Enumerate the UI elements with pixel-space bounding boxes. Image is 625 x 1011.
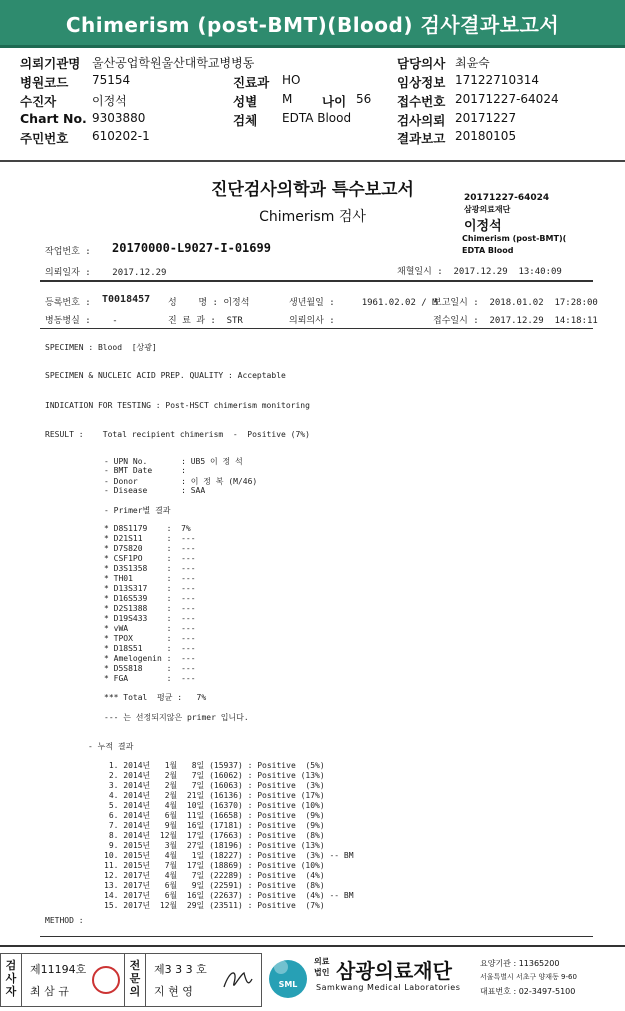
primer-row: * CSF1PO : ---	[104, 554, 196, 563]
reg-no: T0018457	[102, 294, 151, 305]
org-english-name: Samkwang Medical Laboratories	[316, 983, 461, 992]
info-label: 담당의사	[397, 56, 446, 71]
primer-row: * vWA : ---	[104, 624, 196, 633]
info-value: 20171227	[455, 111, 517, 125]
scanned-report	[0, 163, 625, 943]
cumulative-row: 5. 2014년 4월 10일 (16370) : Positive (10%)	[104, 801, 325, 810]
stamp-line: 이정석	[464, 219, 502, 234]
primer-row: * D18S51 : ---	[104, 644, 196, 653]
primer-row: * D3S1358 : ---	[104, 564, 196, 573]
report-heading: 진단검사의학과 특수보고서	[211, 180, 414, 200]
cumulative-row: 10. 2015년 4월 1일 (18227) : Positive (3%) -- BM	[104, 851, 354, 860]
primer-row: * D13S317 : ---	[104, 584, 196, 593]
info-value: 75154	[92, 73, 131, 87]
cumulative-row: 13. 2017년 6월 9일 (22591) : Positive (8%)	[104, 881, 325, 890]
signature-footer	[0, 945, 625, 1011]
detail-item: - BMT Date :	[104, 466, 186, 475]
ward: 병동병실 : -	[45, 316, 118, 326]
collection-time: 채혈일시 : 2017.12.29 13:40:09	[397, 267, 562, 277]
quality-line: SPECIMEN & NUCLEIC ACID PREP. QUALITY : Acceptable	[45, 371, 286, 380]
patient-name: 성 명 : 이정석	[168, 298, 250, 308]
detail-item: - Donor : 이 정 복 (M/46)	[104, 477, 258, 486]
reg-no-label: 등록번호 :	[45, 298, 91, 308]
contact-line: 요양기관 : 11365200	[480, 959, 560, 968]
contact-line: 대표번호 : 02-3497-5100	[480, 987, 576, 996]
cumulative-row: 7. 2014년 9월 16일 (17181) : Positive (9%)	[104, 821, 325, 830]
method-line: METHOD :	[45, 916, 84, 925]
primer-row: * TPOX : ---	[104, 634, 196, 643]
report-header	[0, 0, 625, 48]
detail-item: - UPN No. : UB5 이 정 석	[104, 457, 243, 466]
examiner-label: 검사자	[5, 959, 17, 998]
stamp-line: Chimerism (post-BMT)(	[462, 234, 567, 243]
contact-line: 서울특별시 서초구 양재동 9-60	[480, 973, 577, 981]
org-name: 삼광의료재단	[336, 959, 452, 983]
info-value: 56	[356, 92, 372, 106]
specimen-line: SPECIMEN : Blood [상광]	[45, 343, 157, 352]
info-label: Chart No.	[20, 111, 87, 126]
work-no: 20170000-L9027-I-01699	[112, 241, 271, 255]
info-value: 최윤숙	[455, 56, 490, 70]
info-value: 울산공업학원울산대학교병병동	[92, 56, 255, 70]
work-no-label: 작업번호 :	[45, 247, 91, 257]
specialist-name: 지 현 영	[154, 985, 193, 998]
cumulative-row: 11. 2015년 7월 17일 (18869) : Positive (10%)	[104, 861, 325, 870]
info-value: 20180105	[455, 129, 517, 143]
info-label: 진료과	[233, 75, 270, 90]
primer-row: * D16S539 : ---	[104, 594, 196, 603]
cumulative-row: 9. 2015년 3월 27일 (18196) : Positive (13%)	[104, 841, 325, 850]
info-value: HO	[282, 73, 301, 87]
cumulative-row: 8. 2014년 12월 17일 (17663) : Positive (8%)	[104, 831, 325, 840]
sml-logo-text: SML	[278, 980, 298, 989]
info-label: 검체	[233, 113, 258, 128]
info-value: 9303880	[92, 111, 146, 125]
primer-row: * D8S1179 : 7%	[104, 524, 191, 533]
cumulative-row: 12. 2017년 4월 7일 (22289) : Positive (4%)	[104, 871, 325, 880]
info-label: 주민번호	[20, 131, 69, 146]
info-label: 수진자	[20, 94, 57, 109]
info-value: EDTA Blood	[282, 111, 352, 125]
divider	[0, 160, 625, 162]
info-label: 의뢰기관명	[20, 56, 81, 71]
info-label: 결과보고	[397, 131, 446, 146]
requesting-doctor: 의뢰의사 :	[289, 316, 335, 326]
cumulative-row: 1. 2014년 1월 8일 (15937) : Positive (5%)	[104, 761, 325, 770]
info-label: 임상정보	[397, 75, 446, 90]
report-title: Chimerism (post-BMT)(Blood) 검사결과보고서	[65, 13, 560, 37]
detail-item: - Disease : SAA	[104, 486, 206, 495]
examiner-id: 제11194호	[30, 963, 87, 976]
examiner-name: 최 삼 규	[30, 985, 69, 998]
info-label: 검사의뢰	[397, 113, 446, 128]
patient-info	[0, 48, 625, 160]
info-label: 병원코드	[20, 75, 69, 90]
primer-row: * TH01 : ---	[104, 574, 196, 583]
specialist-label: 전문의	[129, 959, 141, 998]
primer-row: * D2S1388 : ---	[104, 604, 196, 613]
sml-logo-icon	[268, 953, 308, 1005]
specialist-id: 제3 3 3 호	[154, 963, 207, 976]
indication-line: INDICATION FOR TESTING : Post-HSCT chimerism monitoring	[45, 401, 310, 410]
primer-row: * D19S433 : ---	[104, 614, 196, 623]
signature-icon	[220, 965, 256, 995]
primer-row: * FGA : ---	[104, 674, 196, 683]
rule	[40, 280, 593, 282]
primer-note: --- 는 선정되지않은 primer 입니다.	[104, 713, 249, 722]
info-value: 610202-1	[92, 129, 150, 143]
primer-row: * D5S818 : ---	[104, 664, 196, 673]
primer-row: * D7S820 : ---	[104, 544, 196, 553]
info-value: M	[282, 92, 293, 106]
request-date: 의뢰일자 : 2017.12.29	[45, 268, 167, 278]
primer-row: * Amelogenin : ---	[104, 654, 196, 663]
cumulative-row: 3. 2014년 2월 7일 (16063) : Positive (3%)	[104, 781, 325, 790]
info-label: 성별	[233, 94, 258, 109]
rule	[40, 936, 593, 937]
cumulative-row: 2. 2014년 2월 7일 (16062) : Positive (13%)	[104, 771, 325, 780]
cumulative-row: 6. 2014년 6월 11일 (16658) : Positive (9%)	[104, 811, 325, 820]
total-average: *** Total 평균 : 7%	[104, 693, 207, 702]
result-line: RESULT : Total recipient chimerism - Positive (7%)	[45, 430, 310, 439]
cumulative-row: 15. 2017년 12월 29일 (23511) : Positive (7%)	[104, 901, 325, 910]
cumulative-row: 14. 2017년 6월 16일 (22637) : Positive (4%) -- BM	[104, 891, 354, 900]
cumulative-header: - 누적 결과	[88, 742, 134, 751]
org-prefix: 의료	[314, 957, 330, 966]
org-prefix: 법인	[314, 968, 330, 977]
examiner-seal-icon	[92, 966, 120, 994]
info-value: 20171227-64024	[455, 92, 559, 106]
primer-header: - Primer별 결과	[104, 506, 171, 515]
info-value: 17122710314	[455, 73, 539, 87]
primer-row: * D21S11 : ---	[104, 534, 196, 543]
stamp-line: EDTA Blood	[462, 246, 514, 255]
birth-date: 생년월일 : 1961.02.02 / M	[289, 298, 438, 308]
info-label: 나이	[322, 94, 347, 109]
stamp-line: 20171227-64024	[464, 193, 550, 203]
rule	[40, 328, 593, 329]
stamp-line: 삼광의료재단	[464, 205, 511, 214]
department: 진 료 과 : STR	[168, 316, 243, 326]
report-time: 보고일시 : 2018.01.02 17:28:00	[433, 298, 598, 308]
report-subheading: Chimerism 검사	[259, 209, 366, 225]
info-value: 이정석	[92, 94, 127, 108]
info-label: 접수번호	[397, 94, 446, 109]
receipt-time: 접수일시 : 2017.12.29 14:18:11	[433, 316, 598, 326]
cumulative-row: 4. 2014년 2월 21일 (16136) : Positive (17%)	[104, 791, 325, 800]
